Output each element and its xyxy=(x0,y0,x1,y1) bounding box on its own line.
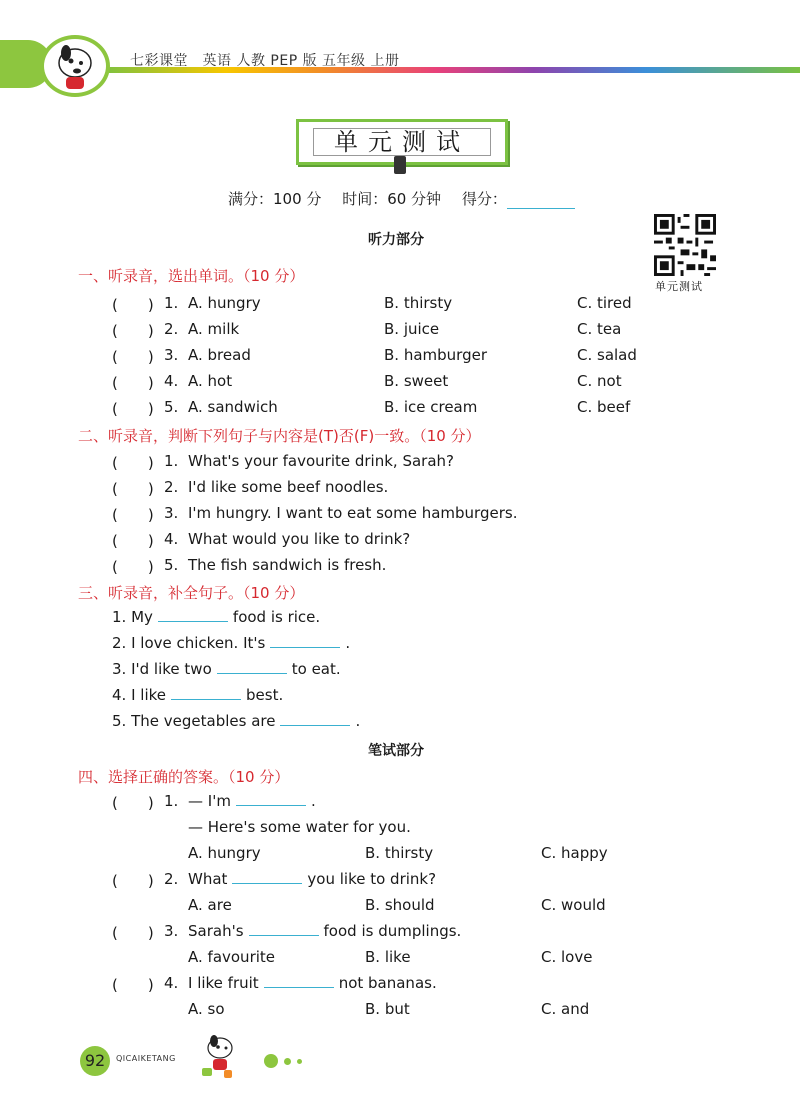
sentence-end: food is rice. xyxy=(232,608,321,626)
s1-item-5 xyxy=(0,398,800,420)
sentence-start: I like fruit xyxy=(188,974,259,992)
option-c: C. happy xyxy=(541,844,608,862)
s1-item-4 xyxy=(0,372,800,394)
section-3-title: 三、听录音，补全句子。（10 分） xyxy=(78,584,305,602)
sentence-start: What xyxy=(188,870,228,888)
answer-paren[interactable]: ( ) xyxy=(112,400,154,418)
s4-q4 xyxy=(0,974,800,996)
section-1-title: 一、听录音，选出单词。（10 分） xyxy=(78,267,305,285)
item-number: 4. xyxy=(112,686,127,704)
s1-item-2 xyxy=(0,320,800,342)
answer-paren[interactable]: ( ) xyxy=(112,296,154,314)
sentence-end: food is dumplings. xyxy=(323,922,462,940)
item-number: 4. xyxy=(164,974,179,992)
item-number: 1. xyxy=(164,792,179,810)
s2-item-5 xyxy=(0,556,800,578)
s4-q1-options xyxy=(0,844,800,866)
footer-dot-small xyxy=(297,1059,302,1064)
option-a: A. milk xyxy=(188,320,240,338)
fill-blank[interactable] xyxy=(217,660,287,674)
qr-code-icon[interactable] xyxy=(654,214,716,276)
fill-blank[interactable] xyxy=(264,974,334,988)
item-number: 4. xyxy=(164,530,179,548)
sentence-end: . xyxy=(345,634,351,652)
footer-mascot-icon xyxy=(198,1032,238,1082)
answer-paren[interactable]: ( ) xyxy=(112,322,154,340)
item-number: 3. xyxy=(112,660,127,678)
item-number: 3. xyxy=(164,346,179,364)
answer-paren[interactable]: ( ) xyxy=(112,558,154,576)
answer-paren[interactable]: ( ) xyxy=(112,924,154,942)
s4-q1 xyxy=(0,792,800,814)
sentence-end: . xyxy=(310,792,316,810)
header-title: 七彩课堂 英语 人教 PEP 版 五年级 上册 xyxy=(130,53,400,69)
page-header xyxy=(0,0,800,110)
score-label: 得分： xyxy=(461,190,507,208)
answer-paren[interactable]: ( ) xyxy=(112,454,154,472)
fill-blank[interactable] xyxy=(171,686,241,700)
option-a: A. hot xyxy=(188,372,233,390)
item-number: 2. xyxy=(164,870,179,888)
option-a: A. hungry xyxy=(188,844,261,862)
option-c: C. love xyxy=(541,948,593,966)
sentence-end: to eat. xyxy=(291,660,341,678)
sentence-end: . xyxy=(355,712,361,730)
sentence-end: you like to drink? xyxy=(307,870,437,888)
s1-item-1 xyxy=(0,294,800,316)
qr-label: 单元测试 xyxy=(655,280,703,293)
item-number: 3. xyxy=(164,504,179,522)
sentence-start: I love chicken. It's xyxy=(131,634,266,652)
fill-blank[interactable] xyxy=(236,792,306,806)
sentence: The fish sandwich is fresh. xyxy=(188,556,387,574)
answer-paren[interactable]: ( ) xyxy=(112,976,154,994)
item-number: 5. xyxy=(164,398,179,416)
answer-paren[interactable]: ( ) xyxy=(112,348,154,366)
option-b: B. juice xyxy=(384,320,440,338)
s2-item-2 xyxy=(0,478,800,500)
item-number: 4. xyxy=(164,372,179,390)
item-number: 5. xyxy=(112,712,127,730)
option-a: A. bread xyxy=(188,346,251,364)
option-a: A. hungry xyxy=(188,294,261,312)
fill-blank[interactable] xyxy=(270,634,340,648)
page-number: 92 xyxy=(80,1046,110,1076)
option-b: B. like xyxy=(365,948,411,966)
item-number: 5. xyxy=(164,556,179,574)
answer-paren[interactable]: ( ) xyxy=(112,506,154,524)
s2-item-1 xyxy=(0,452,800,474)
s4-q3 xyxy=(0,922,800,944)
s4-q3-options xyxy=(0,948,800,970)
time-limit: 时间：60 分钟 xyxy=(342,190,442,208)
s4-q2 xyxy=(0,870,800,892)
full-score: 满分：100 分 xyxy=(228,190,322,208)
listening-heading: 听力部分 xyxy=(368,232,424,248)
option-b: B. ice cream xyxy=(384,398,478,416)
option-c: C. beef xyxy=(577,398,631,416)
sentence-start: My xyxy=(131,608,153,626)
option-c: C. would xyxy=(541,896,606,914)
fill-blank[interactable] xyxy=(158,608,228,622)
option-c: C. tired xyxy=(577,294,632,312)
s1-item-3 xyxy=(0,346,800,368)
s4-q1-line2: — Here's some water for you. xyxy=(188,818,411,836)
option-c: C. not xyxy=(577,372,622,390)
item-number: 1. xyxy=(112,608,127,626)
writing-heading: 笔试部分 xyxy=(368,743,424,759)
item-number: 2. xyxy=(112,634,127,652)
sentence-start: — I'm xyxy=(188,792,231,810)
mascot-icon xyxy=(40,35,110,97)
item-number: 2. xyxy=(164,320,179,338)
s2-item-3 xyxy=(0,504,800,526)
footer-dot-large xyxy=(264,1054,278,1068)
item-number: 1. xyxy=(164,452,179,470)
score-line xyxy=(228,188,591,209)
option-a: A. are xyxy=(188,896,232,914)
sentence-end: best. xyxy=(246,686,284,704)
sentence: I'm hungry. I want to eat some hamburgers. xyxy=(188,504,518,522)
option-a: A. favourite xyxy=(188,948,276,966)
option-b: B. thirsty xyxy=(365,844,434,862)
answer-paren[interactable]: ( ) xyxy=(112,374,154,392)
option-b: B. sweet xyxy=(384,372,449,390)
footer-dot-medium xyxy=(284,1058,291,1065)
s3-item-3 xyxy=(112,660,341,678)
answer-paren[interactable]: ( ) xyxy=(112,872,154,890)
option-a: A. sandwich xyxy=(188,398,278,416)
footer-brand: QICAIKETANG xyxy=(116,1054,176,1063)
answer-paren[interactable]: ( ) xyxy=(112,532,154,550)
s2-item-4 xyxy=(0,530,800,552)
option-c: C. and xyxy=(541,1000,590,1018)
s4-q2-options xyxy=(0,896,800,918)
answer-paren[interactable]: ( ) xyxy=(112,794,154,812)
pencil-icon xyxy=(394,156,406,174)
score-blank[interactable] xyxy=(507,193,575,209)
item-number: 1. xyxy=(164,294,179,312)
s3-item-5 xyxy=(112,712,360,730)
sentence: What would you like to drink? xyxy=(188,530,411,548)
section-2-title: 二、听录音，判断下列句子与内容是(T)否(F)一致。（10 分） xyxy=(78,427,481,445)
answer-paren[interactable]: ( ) xyxy=(112,480,154,498)
option-b: B. but xyxy=(365,1000,410,1018)
fill-blank[interactable] xyxy=(249,922,319,936)
sentence-start: I like xyxy=(131,686,167,704)
item-number: 3. xyxy=(164,922,179,940)
sentence-start: I'd like two xyxy=(131,660,212,678)
s3-item-2 xyxy=(112,634,350,652)
sentence: I'd like some beef noodles. xyxy=(188,478,389,496)
section-4-title: 四、选择正确的答案。（10 分） xyxy=(78,768,290,786)
option-b: B. hamburger xyxy=(384,346,487,364)
s3-item-4 xyxy=(112,686,283,704)
option-b: B. thirsty xyxy=(384,294,453,312)
sentence-start: The vegetables are xyxy=(131,712,276,730)
option-a: A. so xyxy=(188,1000,225,1018)
sentence: What's your favourite drink, Sarah? xyxy=(188,452,454,470)
fill-blank[interactable] xyxy=(232,870,302,884)
sentence-end: not bananas. xyxy=(338,974,437,992)
option-c: C. tea xyxy=(577,320,622,338)
option-b: B. should xyxy=(365,896,435,914)
fill-blank[interactable] xyxy=(280,712,350,726)
page-title: 单元测试 xyxy=(313,128,491,156)
item-number: 2. xyxy=(164,478,179,496)
s4-q4-options xyxy=(0,1000,800,1022)
s3-item-1 xyxy=(112,608,320,626)
option-c: C. salad xyxy=(577,346,637,364)
sentence-start: Sarah's xyxy=(188,922,244,940)
